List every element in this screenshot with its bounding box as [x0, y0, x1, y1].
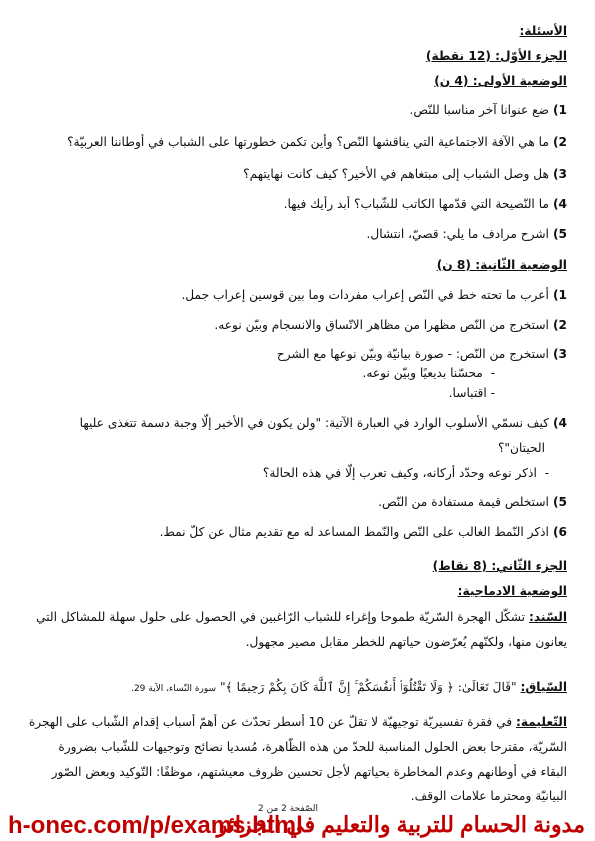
s2-q3 — [277, 345, 567, 363]
s2-q2 — [214, 316, 567, 334]
verse-reference: سورة النّساء، الآية 29. — [131, 684, 217, 694]
q-number: 1) — [552, 288, 567, 302]
sanad-line1 — [36, 608, 567, 626]
dash: - — [536, 466, 549, 480]
s1-q5-text: اشرح مرادف ما يلي: قصيّ، انتشال. — [366, 227, 549, 241]
s2-q6-text: اذكر النّمط الغالب على النّص والنّمط المساعد له مع تقديم مثال عن كلّ نمط. — [159, 525, 549, 539]
footer-blog-name: مدونة الحسام للتربية والتعليم في الجزائر — [216, 812, 585, 837]
s1-q3-text: هل وصل الشباب إلى مبتغاهم في الأخير؟ كيف كانت نهايتهم؟ — [243, 167, 549, 181]
instruction-line2: السّريّة، مقترحا بعض الحلول المناسبة للحدّ من هذه الظّاهرة، مُسديا نصائح وتوجيهات للشّباب بضرورة — [58, 740, 567, 754]
page-number: الصّفحة 2 من 2 — [258, 804, 318, 814]
s1-q5 — [366, 225, 567, 243]
s2-q1-text: أعرب ما تحته خط في النّص إعراب مفردات وما بين قوسين إعراب جمل. — [181, 288, 549, 302]
s2-q3-c: - اقتباسا. — [448, 386, 495, 400]
q-number: 2) — [552, 318, 567, 332]
s2-q3-b-text: محسّنا بديعيًا وبيّن نوعه. — [362, 366, 483, 380]
q-number: 1) — [552, 103, 567, 117]
integration-title: الوضعية الادماجية: — [457, 584, 567, 598]
s2-q5 — [378, 493, 567, 511]
footer-url-link[interactable]: h-onec.com/p/exams.html — [8, 812, 303, 839]
s1-q1 — [409, 101, 567, 119]
dash: - — [482, 366, 495, 380]
quran-verse: "قَالَ تَعَالَىٰ: ﴿ وَلَا تَقْتُلُوٓا۟ أَنفُسَكُمْ ۚ إِنَّ ٱللَّهَ كَانَ بِكُمْ رَحِيمًا ﴾" — [219, 680, 517, 694]
sanad-label: السّند: — [528, 610, 567, 624]
footer-watermark — [8, 812, 585, 840]
s2-q4-text: كيف نسمّي الأسلوب الوارد في العبارة الآتية: "ولن يكون في الأخير إلّا وجبة دسمة تتغذى عليها — [79, 416, 549, 430]
instruction-text-1: في فقرة تفسيريّة توجيهيّة لا تقلّ عن 10 أسطر تحدّث عن أهمّ أسباب إقدام الشّباب على الهجرة — [28, 715, 513, 729]
questions-title: الأسئلة: — [519, 24, 567, 38]
s2-q3-text: استخرج من النّص: - صورة بيانيّة وبيّن نوعها مع الشرح — [276, 347, 549, 361]
situation1-title: الوضعية الأولى: (4 ن) — [434, 74, 567, 88]
s1-q3 — [243, 165, 567, 183]
s2-q1 — [181, 286, 567, 304]
q-number: 5) — [552, 495, 567, 509]
situation2-title: الوضعية الثّانية: (8 ن) — [436, 258, 567, 272]
q-number: 5) — [552, 227, 567, 241]
s1-q4 — [284, 195, 567, 213]
q-number: 3) — [552, 167, 567, 181]
q-number: 4) — [552, 416, 567, 430]
s2-q4-b — [263, 464, 549, 482]
s2-q2-text: استخرج من النّص مظهرا من مظاهر الاتّساق والانسجام وبيّن نوعه. — [214, 318, 549, 332]
s1-q2-text: ما هي الآفة الاجتماعية التي يناقشها النّص؟ وأين تكمن خطورتها على الشباب في أوطاننا العربيّة؟ — [67, 135, 549, 149]
s2-q4-b-text: اذكر نوعه وحدّد أركانه، وكيف تعرب إلّا في هذه الحالة؟ — [262, 466, 537, 480]
context-line — [131, 678, 567, 698]
instruction-label: التّعليمة: — [516, 715, 567, 729]
part2-title: الجزء الثّاني: (8 نقاط) — [432, 559, 567, 573]
q-number: 6) — [552, 525, 567, 539]
s1-q2 — [67, 133, 567, 151]
part1-title: الجزء الأوّل: (12 نقطة) — [425, 49, 567, 63]
q-number: 4) — [552, 197, 567, 211]
sanad-text-1: تشكّل الهجرة السّريّة طموحا وإغراء للشباب الرّاغبين في الحصول على حلول سهلة للمشاكل التي — [36, 610, 526, 624]
instruction-line1 — [29, 713, 567, 731]
s2-q6 — [160, 523, 567, 541]
s1-q1-text: ضع عنوانا آخر مناسبا للنّص. — [409, 103, 549, 117]
s2-q3-b — [363, 364, 496, 382]
sanad-line2: يعانون منها، ولكنّهم يُعرّضون حياتهم للخطر مقابل مصير مجهول. — [245, 635, 567, 649]
s2-q5-text: استخلص قيمة مستفادة من النّص. — [378, 495, 549, 509]
s2-q4-line1 — [80, 414, 567, 432]
s1-q4-text: ما النّصيحة التي قدّمها الكاتب للشّباب؟ أبد رأيك فيها. — [283, 197, 549, 211]
q-number: 2) — [552, 135, 567, 149]
instruction-line3: البقاء في أوطانهم وعدم المخاطرة بحياتهم لأجل تحسين ظروف معيشتهم، موظفًا: التّوكيد وبعض الصّور — [51, 765, 567, 779]
q-number: 3) — [552, 347, 567, 361]
context-label: السّياق: — [520, 680, 567, 694]
instruction-line4: البيانيّة ومحترما علامات الوقف. — [410, 789, 567, 803]
s2-q4-line2: الحيتان"؟ — [497, 441, 545, 455]
